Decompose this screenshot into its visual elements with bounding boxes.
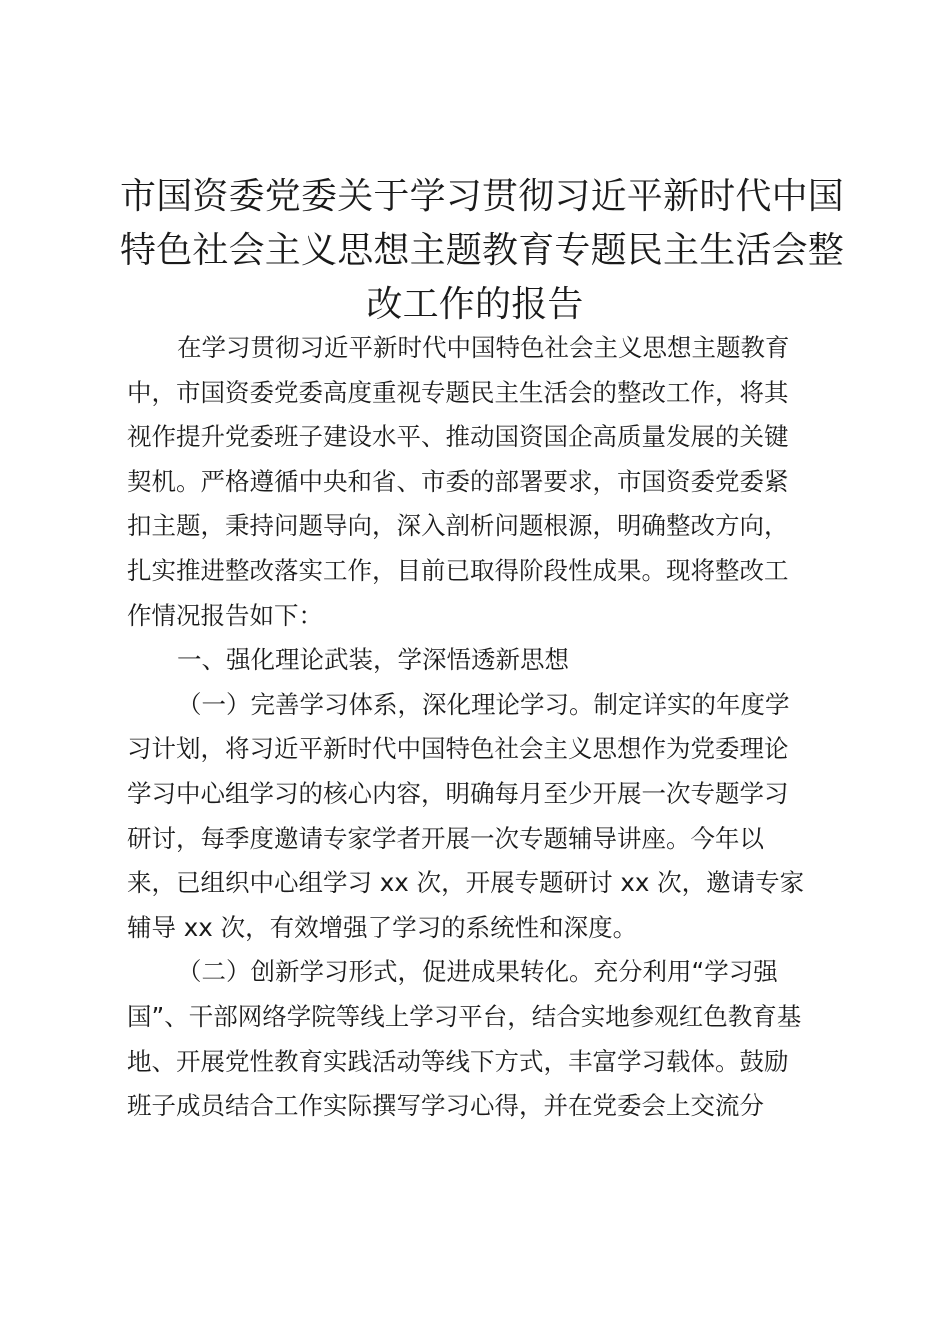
text-line: 中，市国资委党委高度重视专题民主生活会的整改工作，将其 <box>127 377 789 407</box>
text-line: 学习中心组学习的核心内容，明确每月至少开展一次专题学习 <box>127 778 789 808</box>
text-line: 国”、干部网络学院等线上学习平台，结合实地参观红色教育基 <box>127 1001 802 1031</box>
title-line: 市国资委党委关于学习贯彻习近平新时代中国 <box>120 176 845 217</box>
text-line: 视作提升党委班子建设水平、推动国资国企高质量发展的关键 <box>127 422 789 452</box>
text-line: 扣主题，秉持问题导向，深入剖析问题根源，明确整改方向， <box>127 511 789 541</box>
text-line: 来，已组织中心组学习 xx 次，开展专题研讨 xx 次，邀请专家 <box>127 868 805 898</box>
heading-line: 一、强化理论武装，学深悟透新思想 <box>177 645 569 675</box>
title-line: 特色社会主义思想主题教育专题民主生活会整 <box>120 230 845 271</box>
title-line: 改工作的报告 <box>366 284 584 325</box>
text-line: 扎实推进整改落实工作，目前已取得阶段性成果。现将整改工 <box>127 555 789 585</box>
text-line: 在学习贯彻习近平新时代中国特色社会主义思想主题教育 <box>177 333 790 362</box>
text-line: 作情况报告如下： <box>127 600 323 630</box>
text-line: （一）完善学习体系，深化理论学习。制定详实的年度学 <box>177 689 790 719</box>
text-line: 研讨，每季度邀请专家学者开展一次专题辅导讲座。今年以 <box>127 823 764 853</box>
text-line: 地、开展党性教育实践活动等线下方式，丰富学习载体。鼓励 <box>127 1046 789 1076</box>
text-line: 契机。严格遵循中央和省、市委的部署要求，市国资委党委紧 <box>127 466 789 496</box>
text-line: 班子成员结合工作实际撰写学习心得，并在党委会上交流分 <box>127 1091 764 1121</box>
intro-paragraph <box>127 326 827 638</box>
subsection-paragraph <box>127 683 827 951</box>
section-heading <box>127 638 827 683</box>
text-line: 习计划，将习近平新时代中国特色社会主义思想作为党委理论 <box>127 734 789 764</box>
subsection-paragraph <box>127 950 827 1128</box>
document-title <box>120 170 845 332</box>
text-line: 辅导 xx 次，有效增强了学习的系统性和深度。 <box>127 912 638 942</box>
document-body <box>127 326 827 1129</box>
text-line: （二）创新学习形式，促进成果转化。充分利用“学习强 <box>177 957 778 987</box>
